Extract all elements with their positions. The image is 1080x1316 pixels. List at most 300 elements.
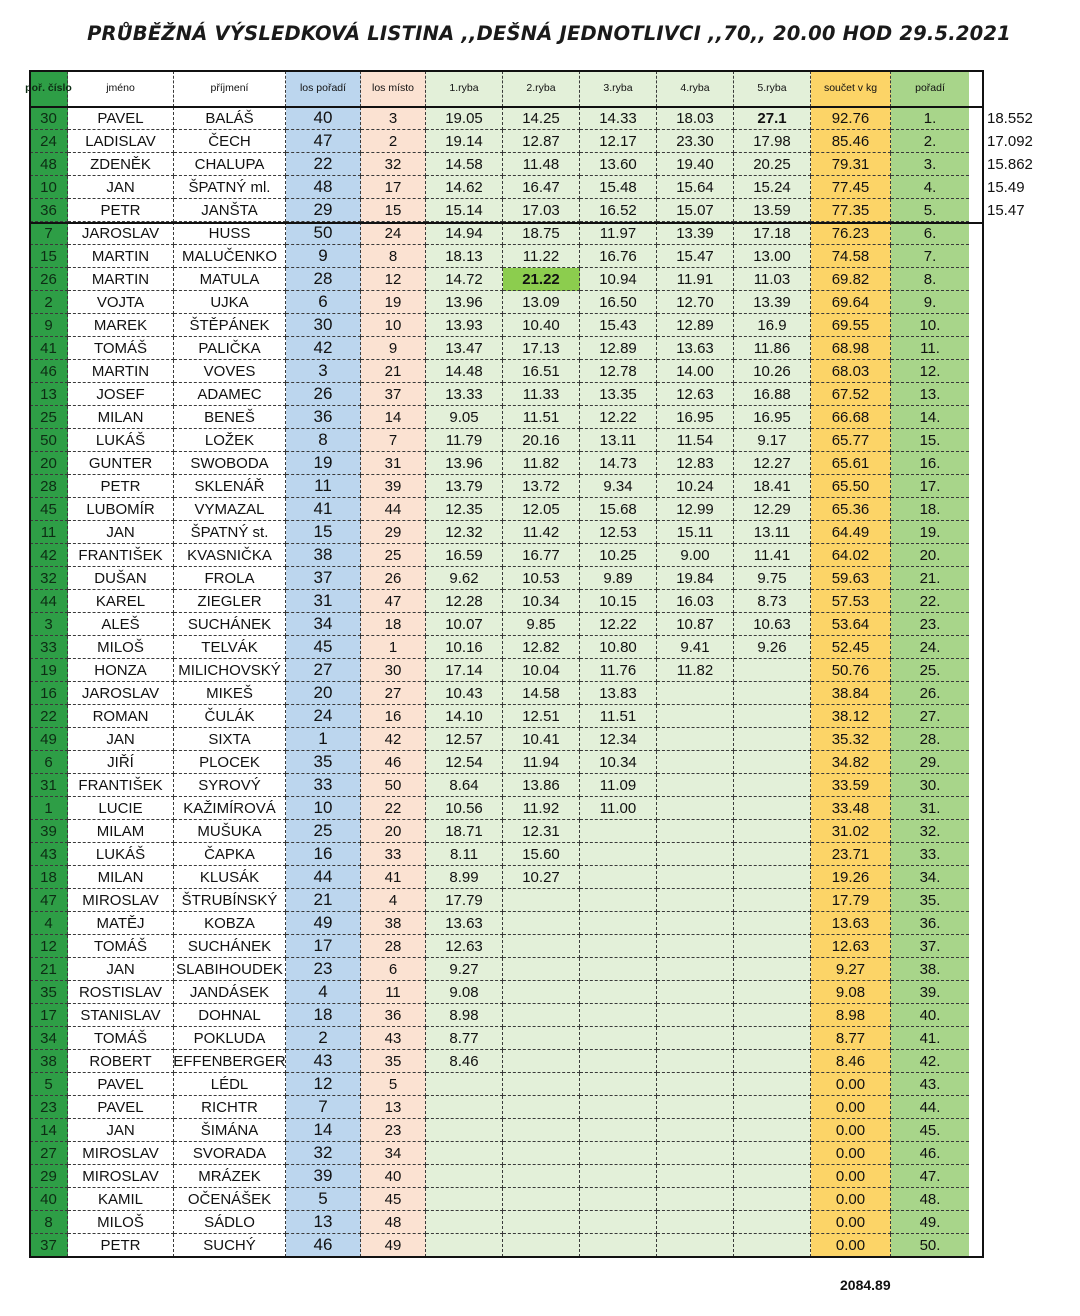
last-name-cell: HUSS [174,222,286,245]
last-name-cell: SUCHÁNEK [174,935,286,958]
fish-4-cell: 10.24 [657,475,734,498]
last-name-cell: SLABIHOUDEK [174,958,286,981]
fish-2-cell: 10.41 [503,728,580,751]
order-number-cell: 46 [30,360,68,383]
order-number-cell: 15 [30,245,68,268]
draw-place-cell: 49 [361,1234,426,1257]
last-name-cell: KVASNIČKA [174,544,286,567]
sum-kg-cell: 35.32 [811,728,891,751]
draw-place-cell: 23 [361,1119,426,1142]
fish-5-cell: 17.18 [734,222,811,245]
rank-cell: 5. [891,199,969,222]
draw-order-cell: 29 [286,199,361,222]
draw-order-cell: 12 [286,1073,361,1096]
sum-kg-cell: 69.64 [811,291,891,314]
fish-3-cell [580,1096,657,1119]
table-row [30,130,983,153]
order-number-cell: 41 [30,337,68,360]
draw-order-cell: 31 [286,590,361,613]
order-number-cell: 24 [30,130,68,153]
sum-kg-cell: 38.12 [811,705,891,728]
fish-4-cell [657,682,734,705]
fish-4-cell [657,889,734,912]
fish-3-cell: 15.48 [580,176,657,199]
fish-3-cell [580,843,657,866]
table-row [30,774,983,797]
table-row [30,1165,983,1188]
fish-1-cell [426,1073,503,1096]
order-number-cell: 37 [30,1234,68,1257]
draw-order-cell: 33 [286,774,361,797]
first-name-cell: MILAN [68,406,174,429]
fish-1-cell: 18.71 [426,820,503,843]
fish-5-cell: 12.27 [734,452,811,475]
first-name-cell: PAVEL [68,107,174,130]
draw-order-cell: 7 [286,1096,361,1119]
draw-order-cell: 42 [286,337,361,360]
fish-2-cell: 12.31 [503,820,580,843]
table-row [30,314,983,337]
fish-5-cell [734,935,811,958]
table-row [30,245,983,268]
rank-cell: 46. [891,1142,969,1165]
fish-5-cell: 15.24 [734,176,811,199]
sum-kg-cell: 50.76 [811,659,891,682]
draw-order-cell: 41 [286,498,361,521]
first-name-cell: TOMÁŠ [68,935,174,958]
fish-2-cell: 11.51 [503,406,580,429]
fish-5-cell: 12.29 [734,498,811,521]
first-name-cell: JAROSLAV [68,682,174,705]
order-number-cell: 28 [30,475,68,498]
largest-fish-value: 15.47 [987,202,1025,219]
last-name-cell: ŠPATNÝ st. [174,521,286,544]
draw-order-cell: 37 [286,567,361,590]
first-name-cell: MARTIN [68,268,174,291]
rank-cell: 36. [891,912,969,935]
fish-1-cell: 8.77 [426,1027,503,1050]
table-row [30,1234,983,1257]
order-number-cell: 9 [30,314,68,337]
fish-4-cell: 14.00 [657,360,734,383]
fish-3-cell [580,1165,657,1188]
sum-kg-cell: 67.52 [811,383,891,406]
draw-place-cell: 47 [361,590,426,613]
draw-order-cell: 17 [286,935,361,958]
fish-1-cell: 13.96 [426,291,503,314]
fish-3-cell: 12.22 [580,406,657,429]
fish-5-cell [734,866,811,889]
fish-2-cell [503,912,580,935]
fish-1-cell [426,1119,503,1142]
last-name-cell: ADAMEC [174,383,286,406]
last-name-cell: VYMAZAL [174,498,286,521]
largest-fish-value: 18.552 [987,110,1033,127]
fish-3-cell: 13.11 [580,429,657,452]
table-row [30,452,983,475]
fish-2-cell: 11.92 [503,797,580,820]
fish-5-cell [734,1096,811,1119]
fish-5-cell [734,1211,811,1234]
table-row [30,935,983,958]
sum-kg-cell: 59.63 [811,567,891,590]
fish-5-cell: 13.00 [734,245,811,268]
fish-2-cell: 10.27 [503,866,580,889]
table-row [30,383,983,406]
draw-place-cell: 21 [361,360,426,383]
fish-4-cell [657,981,734,1004]
fish-4-cell: 12.63 [657,383,734,406]
first-name-cell: MATĚJ [68,912,174,935]
header-draw-order: los pořadí [286,71,361,107]
draw-order-cell: 2 [286,1027,361,1050]
rank-cell: 48. [891,1188,969,1211]
fish-2-cell: 17.03 [503,199,580,222]
order-number-cell: 45 [30,498,68,521]
fish-1-cell: 14.58 [426,153,503,176]
first-name-cell: KAMIL [68,1188,174,1211]
sum-kg-cell: 69.55 [811,314,891,337]
rank-cell: 37. [891,935,969,958]
fish-1-cell: 19.05 [426,107,503,130]
draw-order-cell: 14 [286,1119,361,1142]
sum-kg-cell: 0.00 [811,1234,891,1257]
draw-order-cell: 47 [286,130,361,153]
fish-4-cell: 11.91 [657,268,734,291]
order-number-cell: 13 [30,383,68,406]
rank-cell: 4. [891,176,969,199]
fish-4-cell [657,797,734,820]
first-name-cell: KAREL [68,590,174,613]
rank-cell: 14. [891,406,969,429]
fish-2-cell [503,1073,580,1096]
order-number-cell: 16 [30,682,68,705]
fish-2-cell: 14.25 [503,107,580,130]
first-name-cell: ROSTISLAV [68,981,174,1004]
first-name-cell: FRANTIŠEK [68,544,174,567]
table-row [30,659,983,682]
last-name-cell: ŠTĚPÁNEK [174,314,286,337]
sum-kg-cell: 69.82 [811,268,891,291]
table-row [30,820,983,843]
last-name-cell: SVORADA [174,1142,286,1165]
order-number-cell: 3 [30,613,68,636]
fish-5-cell: 11.03 [734,268,811,291]
fish-3-cell: 14.33 [580,107,657,130]
table-row [30,498,983,521]
sum-kg-cell: 68.03 [811,360,891,383]
rank-cell: 11. [891,337,969,360]
fish-4-cell: 18.03 [657,107,734,130]
grand-total: 2084.89 [840,1277,891,1293]
order-number-cell: 29 [30,1165,68,1188]
draw-order-cell: 13 [286,1211,361,1234]
table-row [30,521,983,544]
first-name-cell: MIROSLAV [68,1142,174,1165]
rank-cell: 47. [891,1165,969,1188]
rank-cell: 49. [891,1211,969,1234]
first-name-cell: PAVEL [68,1073,174,1096]
last-name-cell: RICHTR [174,1096,286,1119]
draw-place-cell: 43 [361,1027,426,1050]
fish-2-cell [503,1211,580,1234]
fish-5-cell: 9.17 [734,429,811,452]
fish-4-cell [657,1050,734,1073]
first-name-cell: LUKÁŠ [68,429,174,452]
fish-3-cell: 12.17 [580,130,657,153]
rank-cell: 2. [891,130,969,153]
last-name-cell: JANDÁSEK [174,981,286,1004]
last-name-cell: LÉDL [174,1073,286,1096]
sum-kg-cell: 0.00 [811,1165,891,1188]
fish-3-cell: 12.89 [580,337,657,360]
fish-3-cell [580,912,657,935]
table-row [30,406,983,429]
fish-2-cell: 10.40 [503,314,580,337]
rank-cell: 17. [891,475,969,498]
draw-order-cell: 23 [286,958,361,981]
fish-5-cell [734,1119,811,1142]
draw-place-cell: 8 [361,245,426,268]
sum-kg-cell: 13.63 [811,912,891,935]
fish-1-cell [426,1096,503,1119]
fish-3-cell [580,1027,657,1050]
table-row [30,1027,983,1050]
fish-4-cell: 16.95 [657,406,734,429]
fish-2-cell [503,1142,580,1165]
first-name-cell: JIŘÍ [68,751,174,774]
order-number-cell: 1 [30,797,68,820]
fish-5-cell [734,682,811,705]
fish-3-cell [580,935,657,958]
draw-order-cell: 35 [286,751,361,774]
header-order: poř. číslo [30,71,68,107]
order-number-cell: 30 [30,107,68,130]
sum-kg-cell: 17.79 [811,889,891,912]
table-row [30,544,983,567]
order-number-cell: 7 [30,222,68,245]
sum-kg-cell: 85.46 [811,130,891,153]
first-name-cell: MILAN [68,866,174,889]
fish-5-cell: 13.11 [734,521,811,544]
table-row [30,268,983,291]
fish-2-cell: 12.87 [503,130,580,153]
order-number-cell: 42 [30,544,68,567]
last-name-cell: MATULA [174,268,286,291]
draw-order-cell: 5 [286,1188,361,1211]
fish-5-cell [734,1165,811,1188]
fish-1-cell: 8.64 [426,774,503,797]
draw-order-cell: 27 [286,659,361,682]
draw-order-cell: 45 [286,636,361,659]
draw-order-cell: 36 [286,406,361,429]
draw-place-cell: 44 [361,498,426,521]
last-name-cell: EFFENBERGER [174,1050,286,1073]
first-name-cell: FRANTIŠEK [68,774,174,797]
order-number-cell: 14 [30,1119,68,1142]
fish-4-cell [657,820,734,843]
draw-order-cell: 9 [286,245,361,268]
last-name-cell: SWOBODA [174,452,286,475]
rank-cell: 31. [891,797,969,820]
fish-2-cell: 9.85 [503,613,580,636]
header-fish-1: 1.ryba [426,71,503,107]
draw-place-cell: 15 [361,199,426,222]
table-row [30,291,983,314]
last-name-cell: MALUČENKO [174,245,286,268]
fish-3-cell [580,1188,657,1211]
table-row [30,751,983,774]
table-row [30,958,983,981]
fish-1-cell: 13.96 [426,452,503,475]
last-name-cell: SUCHÁNEK [174,613,286,636]
fish-1-cell: 9.08 [426,981,503,1004]
rank-cell: 44. [891,1096,969,1119]
header-fish-3: 3.ryba [580,71,657,107]
first-name-cell: MAREK [68,314,174,337]
first-name-cell: GUNTER [68,452,174,475]
draw-place-cell: 12 [361,268,426,291]
sum-kg-cell: 65.61 [811,452,891,475]
order-number-cell: 5 [30,1073,68,1096]
fish-5-cell: 20.25 [734,153,811,176]
fish-2-cell [503,981,580,1004]
fish-1-cell: 9.62 [426,567,503,590]
fish-3-cell [580,1211,657,1234]
last-name-cell: FROLA [174,567,286,590]
fish-4-cell [657,843,734,866]
sum-kg-cell: 74.58 [811,245,891,268]
header-first-name: jméno [68,71,174,107]
draw-order-cell: 50 [286,222,361,245]
first-name-cell: JOSEF [68,383,174,406]
fish-5-cell: 16.9 [734,314,811,337]
fish-3-cell [580,1234,657,1257]
sum-kg-cell: 65.77 [811,429,891,452]
last-name-cell: PLOCEK [174,751,286,774]
table-row [30,1004,983,1027]
fish-5-cell [734,797,811,820]
rank-cell: 27. [891,705,969,728]
rank-cell: 13. [891,383,969,406]
fish-1-cell: 12.63 [426,935,503,958]
draw-place-cell: 50 [361,774,426,797]
rank-cell: 42. [891,1050,969,1073]
fish-3-cell: 10.15 [580,590,657,613]
draw-place-cell: 36 [361,1004,426,1027]
last-name-cell: MRÁZEK [174,1165,286,1188]
fish-1-cell: 19.14 [426,130,503,153]
draw-order-cell: 44 [286,866,361,889]
rank-cell: 3. [891,153,969,176]
draw-order-cell: 10 [286,797,361,820]
first-name-cell: MILAM [68,820,174,843]
fish-1-cell: 17.79 [426,889,503,912]
fish-4-cell: 12.99 [657,498,734,521]
draw-place-cell: 22 [361,797,426,820]
sum-kg-cell: 9.08 [811,981,891,1004]
last-name-cell: MILICHOVSKÝ [174,659,286,682]
fish-4-cell: 12.70 [657,291,734,314]
header-rank: pořadí [891,71,969,107]
draw-order-cell: 21 [286,889,361,912]
order-number-cell: 32 [30,567,68,590]
order-number-cell: 27 [30,1142,68,1165]
order-number-cell: 6 [30,751,68,774]
table-row [30,636,983,659]
table-row [30,912,983,935]
draw-order-cell: 38 [286,544,361,567]
table-row [30,429,983,452]
fish-2-cell: 16.77 [503,544,580,567]
last-name-cell: ŠTRUBÍNSKÝ [174,889,286,912]
fish-3-cell: 11.00 [580,797,657,820]
first-name-cell: MARTIN [68,245,174,268]
first-name-cell: MIROSLAV [68,889,174,912]
sum-kg-cell: 9.27 [811,958,891,981]
header-last-name: příjmení [174,71,286,107]
fish-2-cell: 11.33 [503,383,580,406]
sum-kg-cell: 57.53 [811,590,891,613]
fish-5-cell [734,1050,811,1073]
fish-2-cell [503,1188,580,1211]
rank-cell: 21. [891,567,969,590]
fish-4-cell [657,1096,734,1119]
fish-4-cell [657,912,734,935]
draw-place-cell: 39 [361,475,426,498]
draw-place-cell: 16 [361,705,426,728]
rank-cell: 40. [891,1004,969,1027]
fish-5-cell [734,843,811,866]
last-name-cell: OČENÁŠEK [174,1188,286,1211]
fish-2-cell: 15.60 [503,843,580,866]
fish-5-cell: 13.39 [734,291,811,314]
order-number-cell: 21 [30,958,68,981]
draw-place-cell: 38 [361,912,426,935]
rank-cell: 7. [891,245,969,268]
fish-3-cell: 16.50 [580,291,657,314]
first-name-cell: MARTIN [68,360,174,383]
order-number-cell: 50 [30,429,68,452]
order-number-cell: 34 [30,1027,68,1050]
table-row [30,590,983,613]
fish-2-cell: 21.22 [503,268,580,291]
fish-4-cell [657,1073,734,1096]
fish-5-cell: 18.41 [734,475,811,498]
first-name-cell: LUKÁŠ [68,843,174,866]
first-name-cell: PETR [68,199,174,222]
rank-cell: 9. [891,291,969,314]
draw-place-cell: 25 [361,544,426,567]
last-name-cell: TELVÁK [174,636,286,659]
first-name-cell: DUŠAN [68,567,174,590]
fish-1-cell: 13.33 [426,383,503,406]
fish-4-cell: 12.83 [657,452,734,475]
fish-5-cell: 16.95 [734,406,811,429]
table-row [30,613,983,636]
fish-5-cell: 11.86 [734,337,811,360]
draw-place-cell: 24 [361,222,426,245]
fish-5-cell [734,958,811,981]
sum-kg-cell: 34.82 [811,751,891,774]
rank-cell: 30. [891,774,969,797]
last-name-cell: MIKEŠ [174,682,286,705]
fish-4-cell: 9.00 [657,544,734,567]
draw-order-cell: 18 [286,1004,361,1027]
fish-1-cell: 13.47 [426,337,503,360]
rank-cell: 50. [891,1234,969,1257]
fish-5-cell [734,1188,811,1211]
